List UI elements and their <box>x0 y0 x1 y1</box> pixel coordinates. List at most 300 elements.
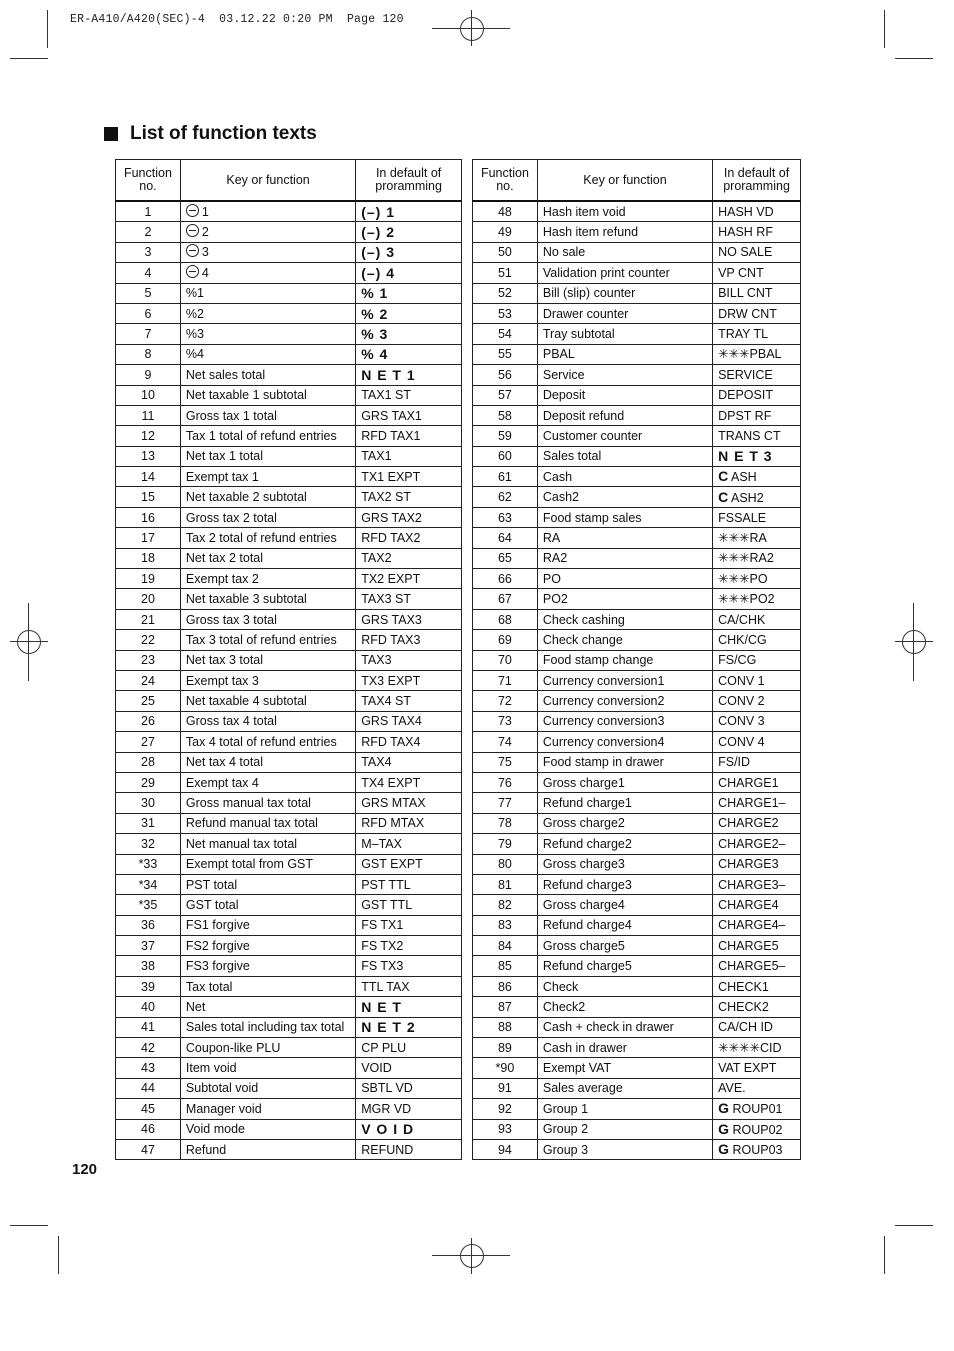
default-text: TX1 EXPT <box>356 467 462 487</box>
table-row <box>473 1139 801 1159</box>
default-text: CHARGE4– <box>713 915 801 935</box>
key-label: 3 <box>201 245 209 260</box>
table-row <box>473 324 801 344</box>
function-no: 31 <box>116 813 181 833</box>
key-or-function: Net tax 1 total <box>180 446 355 466</box>
table-row <box>116 732 462 752</box>
default-text: CHECK2 <box>713 997 801 1017</box>
key-or-function: Currency conversion2 <box>537 691 712 711</box>
crop-mark <box>895 58 933 59</box>
default-text: ✳✳✳PO2 <box>713 589 801 609</box>
key-or-function: Gross charge1 <box>537 772 712 792</box>
function-no: 38 <box>116 956 181 976</box>
key-or-function: Hash item void <box>537 201 712 222</box>
key-or-function: Void mode <box>180 1119 355 1139</box>
table-row <box>473 405 801 425</box>
default-text: SBTL VD <box>356 1078 462 1098</box>
default-text-rest: ASH <box>728 470 757 485</box>
table-row <box>473 752 801 772</box>
key-or-function: Food stamp change <box>537 650 712 670</box>
crop-mark <box>884 1236 885 1274</box>
function-no: 18 <box>116 548 181 568</box>
default-text: TRANS CT <box>713 426 801 446</box>
default-text: TX4 EXPT <box>356 772 462 792</box>
key-or-function: Hash item refund <box>537 222 712 242</box>
table-row <box>116 467 462 487</box>
key-or-function: Exempt tax 2 <box>180 569 355 589</box>
default-text: CHARGE5– <box>713 956 801 976</box>
key-or-function: Exempt tax 1 <box>180 467 355 487</box>
key-or-function: Tax 4 total of refund entries <box>180 732 355 752</box>
function-no: 94 <box>473 1139 538 1159</box>
default-text: ✳✳✳✳CID <box>713 1038 801 1058</box>
key-or-function: %4 <box>180 344 355 364</box>
function-no: 19 <box>116 569 181 589</box>
table-row <box>116 793 462 813</box>
default-text: CHARGE3 <box>713 854 801 874</box>
default-text-capital: C <box>718 488 729 505</box>
function-no: 53 <box>473 303 538 323</box>
function-no: 5 <box>116 283 181 303</box>
key-or-function: PST total <box>180 874 355 894</box>
table-row <box>473 303 801 323</box>
function-no: 14 <box>116 467 181 487</box>
key-or-function: Check <box>537 976 712 996</box>
default-text-capital: G <box>718 1120 729 1137</box>
default-text: TAX3 ST <box>356 589 462 609</box>
function-no: 7 <box>116 324 181 344</box>
function-no: 92 <box>473 1099 538 1119</box>
table-row <box>116 324 462 344</box>
default-text: TAX1 ST <box>356 385 462 405</box>
default-text: CONV 4 <box>713 732 801 752</box>
key-or-function: Net manual tax total <box>180 834 355 854</box>
key-or-function: Refund charge2 <box>537 834 712 854</box>
function-no: 10 <box>116 385 181 405</box>
function-no: 80 <box>473 854 538 874</box>
default-text: (–) 4 <box>356 263 462 283</box>
table-row <box>473 446 801 466</box>
registration-target-icon <box>902 630 926 654</box>
function-no: 73 <box>473 711 538 731</box>
function-no: 67 <box>473 589 538 609</box>
function-no: 62 <box>473 487 538 507</box>
function-no: 11 <box>116 405 181 425</box>
table-row <box>473 201 801 222</box>
table-row <box>116 426 462 446</box>
default-text: CHK/CG <box>713 630 801 650</box>
key-or-function: Gross charge2 <box>537 813 712 833</box>
key-or-function: Tax total <box>180 976 355 996</box>
table-row <box>116 691 462 711</box>
table-row <box>473 1058 801 1078</box>
default-text: FS TX3 <box>356 956 462 976</box>
key-or-function: Net taxable 1 subtotal <box>180 385 355 405</box>
default-text-capital: G <box>718 1141 729 1158</box>
function-no: 75 <box>473 752 538 772</box>
table-row <box>116 242 462 262</box>
function-no: 78 <box>473 813 538 833</box>
table-row <box>473 569 801 589</box>
default-text: CHARGE1– <box>713 793 801 813</box>
default-text: AVE. <box>713 1078 801 1098</box>
table-row <box>473 426 801 446</box>
key-or-function: Currency conversion1 <box>537 670 712 690</box>
key-or-function: Sales total <box>537 446 712 466</box>
default-text: DPST RF <box>713 405 801 425</box>
function-no: 59 <box>473 426 538 446</box>
table-row <box>473 854 801 874</box>
default-text-rest: ROUP01 <box>728 1102 783 1117</box>
table-row <box>473 467 801 487</box>
default-text: GRS TAX1 <box>356 405 462 425</box>
default-text: N E T 3 <box>713 446 801 466</box>
key-or-function: Net taxable 3 subtotal <box>180 589 355 609</box>
function-no: 74 <box>473 732 538 752</box>
function-no: 8 <box>116 344 181 364</box>
table-row <box>473 263 801 283</box>
table-row <box>116 201 462 222</box>
key-or-function: Refund charge5 <box>537 956 712 976</box>
default-text: GRS TAX2 <box>356 507 462 527</box>
key-or-function: Group 2 <box>537 1119 712 1139</box>
key-or-function <box>180 222 355 242</box>
function-no: 23 <box>116 650 181 670</box>
key-or-function: Cash <box>537 467 712 487</box>
key-or-function: PO2 <box>537 589 712 609</box>
function-no: 77 <box>473 793 538 813</box>
function-no: 6 <box>116 303 181 323</box>
default-text: DEPOSIT <box>713 385 801 405</box>
function-no: 51 <box>473 263 538 283</box>
default-text: RFD TAX3 <box>356 630 462 650</box>
key-or-function: Group 1 <box>537 1099 712 1119</box>
default-text-rest: ASH2 <box>728 490 764 505</box>
table-row <box>116 487 462 507</box>
table-row <box>473 222 801 242</box>
key-or-function: Tax 2 total of refund entries <box>180 528 355 548</box>
default-text: RFD TAX1 <box>356 426 462 446</box>
title-text: List of function texts <box>130 123 317 144</box>
default-text: FS TX2 <box>356 936 462 956</box>
key-or-function <box>180 242 355 262</box>
table-row <box>473 630 801 650</box>
function-no: 55 <box>473 344 538 364</box>
table-row <box>116 548 462 568</box>
key-or-function: FS3 forgive <box>180 956 355 976</box>
registration-line <box>471 1238 472 1274</box>
default-text: N E T 2 <box>356 1017 462 1037</box>
function-no: 56 <box>473 365 538 385</box>
default-text: TAX2 <box>356 548 462 568</box>
crop-mark <box>10 1225 48 1226</box>
table-row <box>116 507 462 527</box>
function-no: 70 <box>473 650 538 670</box>
default-text: CA/CH ID <box>713 1017 801 1037</box>
key-or-function: PBAL <box>537 344 712 364</box>
default-text: ✳✳✳RA2 <box>713 548 801 568</box>
default-text: CHARGE2 <box>713 813 801 833</box>
default-text: CONV 1 <box>713 670 801 690</box>
function-no: 22 <box>116 630 181 650</box>
col-header-no: Function no. <box>116 160 181 202</box>
key-or-function: Cash2 <box>537 487 712 507</box>
default-text <box>713 1119 801 1139</box>
table-row <box>116 772 462 792</box>
table-row <box>473 813 801 833</box>
col-header-key: Key or function <box>537 160 712 202</box>
function-table-right <box>472 159 801 1160</box>
function-no: 66 <box>473 569 538 589</box>
crop-mark <box>10 58 48 59</box>
default-text: CA/CHK <box>713 609 801 629</box>
function-no: 29 <box>116 772 181 792</box>
table-row <box>116 956 462 976</box>
default-text: CP PLU <box>356 1038 462 1058</box>
function-no: 13 <box>116 446 181 466</box>
function-no: 71 <box>473 670 538 690</box>
key-or-function: Gross tax 1 total <box>180 405 355 425</box>
default-text <box>713 1099 801 1119</box>
default-text: GST TTL <box>356 895 462 915</box>
table-row <box>116 670 462 690</box>
function-no: 81 <box>473 874 538 894</box>
table-row <box>116 344 462 364</box>
key-or-function: Deposit refund <box>537 405 712 425</box>
function-no: 65 <box>473 548 538 568</box>
function-no: 89 <box>473 1038 538 1058</box>
table-row <box>473 528 801 548</box>
table-row <box>116 813 462 833</box>
table-row <box>473 834 801 854</box>
default-text: N E T 1 <box>356 365 462 385</box>
table-row <box>473 711 801 731</box>
key-or-function: Bill (slip) counter <box>537 283 712 303</box>
default-text: VAT EXPT <box>713 1058 801 1078</box>
registration-target-icon <box>460 1244 484 1268</box>
key-or-function: %3 <box>180 324 355 344</box>
function-no: 45 <box>116 1099 181 1119</box>
default-text: CHARGE4 <box>713 895 801 915</box>
table-row <box>473 670 801 690</box>
key-or-function: Net taxable 4 subtotal <box>180 691 355 711</box>
default-text: N E T <box>356 997 462 1017</box>
col-header-default: In default of proramming <box>356 160 462 202</box>
function-no: 30 <box>116 793 181 813</box>
default-text: CHARGE5 <box>713 936 801 956</box>
default-text: RFD TAX2 <box>356 528 462 548</box>
table-row <box>116 405 462 425</box>
default-text: REFUND <box>356 1139 462 1159</box>
function-no: 83 <box>473 915 538 935</box>
table-row <box>116 283 462 303</box>
function-no: 84 <box>473 936 538 956</box>
default-text: TAX1 <box>356 446 462 466</box>
default-text: GRS TAX4 <box>356 711 462 731</box>
function-no: 69 <box>473 630 538 650</box>
default-text: ✳✳✳RA <box>713 528 801 548</box>
key-or-function <box>180 201 355 222</box>
function-no: 79 <box>473 834 538 854</box>
function-no: 44 <box>116 1078 181 1098</box>
default-text: (–) 2 <box>356 222 462 242</box>
function-no: 48 <box>473 201 538 222</box>
key-or-function: Exempt tax 3 <box>180 670 355 690</box>
function-no: 27 <box>116 732 181 752</box>
function-no: 85 <box>473 956 538 976</box>
table-row <box>473 976 801 996</box>
table-row <box>473 772 801 792</box>
default-text: ✳✳✳PBAL <box>713 344 801 364</box>
function-no: 2 <box>116 222 181 242</box>
function-table-left <box>115 159 462 1160</box>
table-row <box>116 1038 462 1058</box>
key-or-function: Gross tax 4 total <box>180 711 355 731</box>
key-or-function: Gross tax 3 total <box>180 609 355 629</box>
table-row <box>116 222 462 242</box>
minus-circle-icon <box>186 204 199 217</box>
function-no: *34 <box>116 874 181 894</box>
crop-mark <box>58 1236 59 1274</box>
key-or-function: Refund charge4 <box>537 915 712 935</box>
key-or-function: Net sales total <box>180 365 355 385</box>
registration-target-icon <box>460 17 484 41</box>
registration-line <box>471 10 472 46</box>
key-or-function: Net taxable 2 subtotal <box>180 487 355 507</box>
table-row <box>116 834 462 854</box>
key-or-function: No sale <box>537 242 712 262</box>
table-row <box>116 385 462 405</box>
function-no: 91 <box>473 1078 538 1098</box>
table-row <box>116 936 462 956</box>
table-row <box>116 303 462 323</box>
key-or-function: RA2 <box>537 548 712 568</box>
table-row <box>116 528 462 548</box>
default-text-rest: ROUP03 <box>728 1143 783 1158</box>
default-text: % 1 <box>356 283 462 303</box>
default-text: TAX2 ST <box>356 487 462 507</box>
key-or-function: %1 <box>180 283 355 303</box>
col-header-default: In default of proramming <box>713 160 801 202</box>
registration-target-icon <box>17 630 41 654</box>
default-text: % 4 <box>356 344 462 364</box>
default-text <box>713 1139 801 1159</box>
table-row <box>116 1078 462 1098</box>
default-text: CHARGE2– <box>713 834 801 854</box>
default-text: TTL TAX <box>356 976 462 996</box>
key-or-function: Sales total including tax total <box>180 1017 355 1037</box>
key-or-function: Exempt VAT <box>537 1058 712 1078</box>
function-no: 39 <box>116 976 181 996</box>
table-row <box>473 487 801 507</box>
key-or-function: PO <box>537 569 712 589</box>
table-row <box>116 569 462 589</box>
table-row <box>473 732 801 752</box>
function-no: 25 <box>116 691 181 711</box>
table-row <box>116 711 462 731</box>
key-or-function: Exempt total from GST <box>180 854 355 874</box>
key-or-function: Service <box>537 365 712 385</box>
table-row <box>473 936 801 956</box>
default-text: M–TAX <box>356 834 462 854</box>
function-no: 87 <box>473 997 538 1017</box>
minus-circle-icon <box>186 244 199 257</box>
default-text: RFD TAX4 <box>356 732 462 752</box>
key-or-function: Sales average <box>537 1078 712 1098</box>
table-row <box>473 874 801 894</box>
key-or-function: Tax 3 total of refund entries <box>180 630 355 650</box>
default-text: % 3 <box>356 324 462 344</box>
default-text: HASH VD <box>713 201 801 222</box>
key-or-function: Cash in drawer <box>537 1038 712 1058</box>
registration-line <box>28 603 29 681</box>
function-no: *35 <box>116 895 181 915</box>
key-or-function: Tax 1 total of refund entries <box>180 426 355 446</box>
table-row <box>473 609 801 629</box>
function-no: 57 <box>473 385 538 405</box>
table-row <box>473 589 801 609</box>
minus-circle-icon <box>186 224 199 237</box>
function-no: 15 <box>116 487 181 507</box>
table-row <box>116 1099 462 1119</box>
key-or-function: Gross charge3 <box>537 854 712 874</box>
key-or-function: Item void <box>180 1058 355 1078</box>
key-or-function: Check2 <box>537 997 712 1017</box>
default-text: TAX4 ST <box>356 691 462 711</box>
function-no: 49 <box>473 222 538 242</box>
table-row <box>473 507 801 527</box>
registration-line <box>895 641 933 642</box>
table-row <box>473 1099 801 1119</box>
key-or-function: Group 3 <box>537 1139 712 1159</box>
key-or-function: Refund charge1 <box>537 793 712 813</box>
table-row <box>116 854 462 874</box>
function-no: *33 <box>116 854 181 874</box>
table-row <box>473 283 801 303</box>
page-number: 120 <box>72 1161 98 1178</box>
key-or-function: Subtotal void <box>180 1078 355 1098</box>
function-no: 24 <box>116 670 181 690</box>
default-text: TAX3 <box>356 650 462 670</box>
default-text: HASH RF <box>713 222 801 242</box>
registration-line <box>10 641 48 642</box>
table-row <box>116 609 462 629</box>
table-row <box>116 752 462 772</box>
function-no: 58 <box>473 405 538 425</box>
function-no: 43 <box>116 1058 181 1078</box>
table-row <box>116 915 462 935</box>
key-or-function: Gross manual tax total <box>180 793 355 813</box>
key-or-function: Currency conversion4 <box>537 732 712 752</box>
crop-mark <box>895 1225 933 1226</box>
function-no: 41 <box>116 1017 181 1037</box>
registration-line <box>913 603 914 681</box>
function-no: 72 <box>473 691 538 711</box>
default-text: SERVICE <box>713 365 801 385</box>
table-row <box>473 956 801 976</box>
default-text: TAX4 <box>356 752 462 772</box>
function-no: 9 <box>116 365 181 385</box>
function-no: 60 <box>473 446 538 466</box>
default-text <box>713 487 801 507</box>
key-or-function: Refund <box>180 1139 355 1159</box>
key-or-function: FS2 forgive <box>180 936 355 956</box>
table-row <box>116 895 462 915</box>
default-text: GRS TAX3 <box>356 609 462 629</box>
default-text-rest: ROUP02 <box>728 1122 783 1137</box>
key-or-function: Customer counter <box>537 426 712 446</box>
function-no: 16 <box>116 507 181 527</box>
